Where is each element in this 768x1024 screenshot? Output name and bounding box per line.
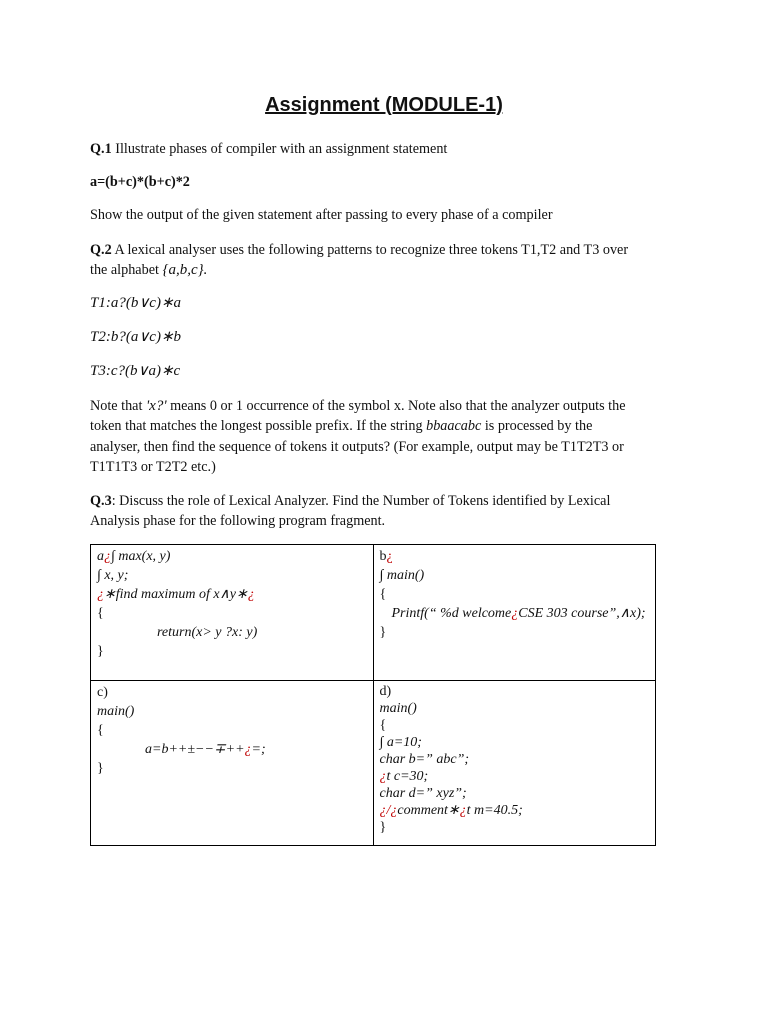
fragment-a-line4: {: [97, 606, 104, 621]
fragment-a-l3c: ¿: [247, 587, 255, 602]
fragment-c-line2: main(): [97, 704, 135, 719]
fragment-b-line4: [380, 604, 650, 623]
fragment-c-line1: c): [97, 685, 108, 700]
q1-statement-text: a=(b+c)*(b+c)*2: [90, 174, 190, 190]
fragment-a-line2: ∫ x, y;: [97, 568, 129, 583]
q2-note-line3: analyser, then find the sequence of tokens it outputs? (For example, output may be T1T2T3 or: [90, 439, 624, 455]
fragment-a-line3: [97, 585, 367, 604]
q1-prompt: [90, 139, 447, 159]
fragment-b-l4c: CSE 303 course”,∧x);: [518, 606, 646, 621]
fragment-d-line7: char d=” xyz”;: [379, 786, 467, 801]
fragment-b-line5: }: [379, 625, 387, 640]
fragment-d-line9: }: [379, 820, 387, 835]
fragment-c-l4a: a=b++±−−∓++: [145, 742, 245, 757]
fragment-d-line4: ∫ a=10;: [379, 735, 422, 750]
fragment-d-l8b: comment∗: [397, 803, 460, 818]
fragment-d-l8d: t m=40.5;: [466, 803, 523, 818]
fragment-c-cell: [91, 681, 374, 846]
q2-note-line2: [90, 416, 592, 436]
fragment-a-l1a: a: [97, 549, 104, 564]
fragment-d-l6a: ¿: [379, 769, 387, 784]
fragment-b-l1a: b: [379, 549, 387, 564]
q1-label: Q.1: [90, 141, 112, 157]
q2-alphabet: {a,b,c}.: [162, 262, 208, 278]
fragment-b-line1: [380, 547, 650, 566]
fragment-d-line2: main(): [379, 701, 417, 716]
q2-note2b: bbaacabc: [426, 418, 482, 434]
fragment-b-l1b: ¿: [386, 549, 393, 564]
pattern-t3: T3:c?(b∨a)∗c: [90, 363, 181, 379]
fragment-b-l4a: Printf(“ %d welcome: [391, 606, 512, 621]
page-title: Assignment (MODULE-1): [265, 94, 503, 116]
q2-note2: token that matches the longest possible prefix. If the string: [90, 418, 427, 434]
fragment-a-line1: [97, 547, 367, 566]
q2-text1: A lexical analyser uses the following patterns to recognize three tokens T1,T2 and T3 over: [111, 242, 629, 258]
fragment-d-l6b: t c=30;: [386, 769, 429, 784]
fragment-a-l3a: ¿: [97, 587, 104, 602]
fragment-a-l3b: ∗find maximum of x∧y∗: [104, 587, 248, 602]
fragment-d-line6: [380, 768, 650, 785]
fragment-a-cell: [91, 545, 374, 681]
q2-note1a: Note that: [90, 398, 146, 414]
fragment-d-l8a: ¿/¿: [379, 803, 398, 818]
q2-prompt-line2: [90, 260, 207, 280]
fragment-c-l4b: ¿: [244, 742, 252, 757]
pattern-t2: T2:b?(a∨c)∗b: [90, 329, 182, 345]
q2-note1b: 'x?': [145, 398, 167, 414]
fragment-b-l4b: ¿: [511, 606, 519, 621]
fragment-c-line5: }: [97, 761, 104, 776]
fragment-d-line1: d): [379, 684, 392, 699]
q3-prompt-line1: [90, 491, 610, 511]
fragment-c-l4c: =;: [251, 742, 266, 757]
q1-statement: [90, 172, 190, 192]
fragment-d-line8: [380, 802, 650, 819]
q2-note1c: means 0 or 1 occurrence of the symbol x. Note also that the analyzer outputs the: [166, 398, 626, 414]
program-fragments-table: [90, 544, 656, 846]
fragment-d-cell: [373, 681, 656, 846]
fragment-d-l8c: ¿: [459, 803, 467, 818]
fragment-c-line4: [97, 740, 367, 759]
fragment-c-line3: {: [97, 723, 104, 738]
q1-text: Illustrate phases of compiler with an assignment statement: [111, 141, 448, 157]
q2-note-line1: [90, 396, 626, 416]
q2-prompt-line1: [90, 240, 628, 260]
fragment-b-line3: {: [379, 587, 387, 602]
fragment-b-cell: [373, 545, 656, 681]
fragment-a-line5: return(x> y ?x: y): [157, 625, 258, 640]
q2-note-line4: T1T1T3 or T2T2 etc.): [90, 459, 216, 475]
table-row: [91, 545, 656, 681]
fragment-a-l1c: ∫ max(x, y): [111, 549, 171, 564]
q3-prompt-line2: Analysis phase for the following program fragment.: [90, 513, 386, 529]
q3-label: Q.3: [90, 493, 112, 509]
q2-label: Q.2: [90, 242, 112, 258]
q1-instruction: Show the output of the given statement after passing to every phase of a compiler: [90, 207, 553, 223]
pattern-t1: T1:a?(b∨c)∗a: [90, 295, 182, 311]
fragment-b-line2: ∫ main(): [379, 568, 425, 583]
fragment-a-l1b: ¿: [104, 549, 111, 564]
q2-text2: the alphabet: [90, 262, 163, 278]
fragment-d-line3: {: [379, 718, 387, 733]
q3-text1: : Discuss the role of Lexical Analyzer. Find the Number of Tokens identified by Lexical: [111, 493, 611, 509]
table-row: [91, 681, 656, 846]
q2-note2c: is processed by the: [481, 418, 593, 434]
fragment-a-line6: }: [97, 644, 104, 659]
fragment-d-line5: char b=” abc”;: [379, 752, 470, 767]
